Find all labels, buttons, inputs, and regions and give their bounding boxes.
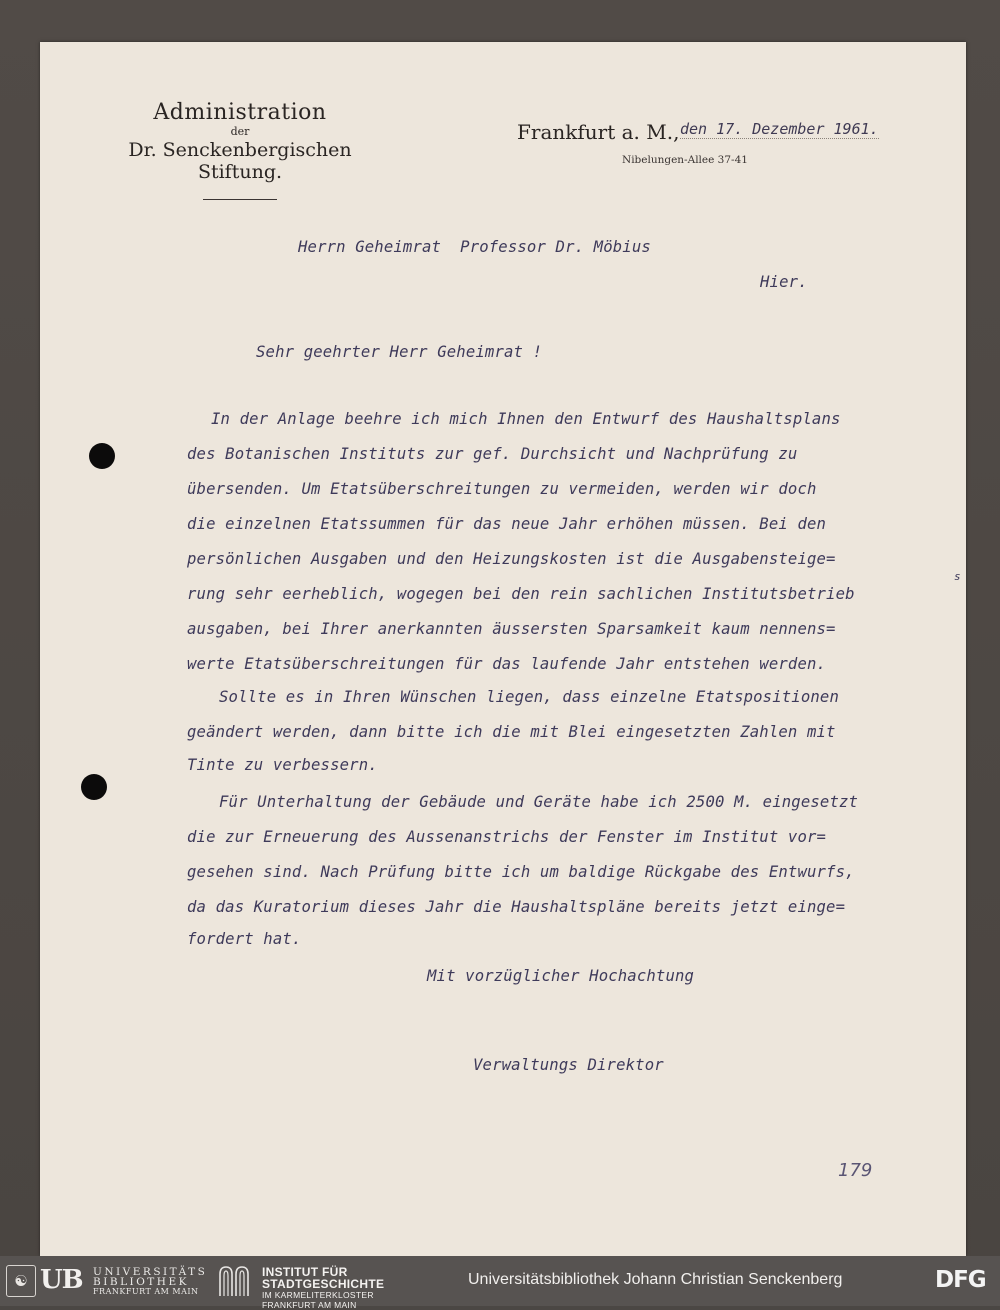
body-line: übersenden. Um Etatsüberschreitungen zu vermeiden, werden wir doch bbox=[187, 480, 817, 498]
body-line: Für Unterhaltung der Gebäude und Geräte habe ich 2500 M. eingesetzt bbox=[219, 793, 859, 811]
isg-line-4: FRANKFURT AM MAIN bbox=[262, 1300, 357, 1310]
isg-logo-icon[interactable] bbox=[216, 1264, 252, 1298]
body-line: In der Anlage beehre ich mich Ihnen den Entwurf des Haushaltsplans bbox=[211, 410, 841, 428]
body-line: persönlichen Ausgaben und den Heizungskosten ist die Ausgabensteige= bbox=[187, 550, 836, 568]
dfg-logo[interactable]: DFG bbox=[935, 1267, 986, 1293]
isg-line-1: INSTITUT FÜR bbox=[262, 1265, 348, 1279]
body-line: gesehen sind. Nach Prüfung bitte ich um baldige Rückgabe des Entwurfs, bbox=[187, 863, 855, 881]
ub-name[interactable] bbox=[93, 1267, 207, 1297]
body-line: Tinte zu verbessern. bbox=[187, 756, 378, 774]
closing: Mit vorzüglicher Hochachtung bbox=[427, 967, 695, 985]
body-line: da das Kuratorium dieses Jahr die Haushaltspläne bereits jetzt einge= bbox=[187, 898, 846, 916]
isg-name[interactable] bbox=[262, 1266, 384, 1310]
body-line: werte Etatsüberschreitungen für das laufende Jahr entstehen werden. bbox=[187, 655, 827, 673]
letterhead-place: Frankfurt a. M., bbox=[517, 120, 680, 144]
letterhead-address: Nibelungen-Allee 37-41 bbox=[622, 154, 748, 166]
ub-line-1: UNIVERSITÄTS bbox=[93, 1266, 208, 1278]
letterhead-institution: Dr. Senckenbergischen Stiftung. bbox=[128, 139, 352, 183]
body-line: die einzelnen Etatssummen für das neue Jahr erhöhen müssen. Bei den bbox=[187, 515, 827, 533]
handwritten-page-number: 179 bbox=[838, 1160, 873, 1181]
body-line: die zur Erneuerung des Aussenanstrichs der Fenster im Institut vor= bbox=[187, 828, 827, 846]
letter-date: den 17. Dezember 1961. bbox=[680, 120, 879, 138]
letterhead bbox=[90, 100, 390, 200]
body-line: fordert hat. bbox=[187, 930, 302, 948]
body-line: Sollte es in Ihren Wünschen liegen, dass einzelne Etatspositionen bbox=[219, 688, 839, 706]
punch-hole-bottom bbox=[81, 774, 107, 800]
body-line: ausgaben, bei Ihrer anerkannten äussersten Sparsamkeit kaum nennens= bbox=[187, 620, 836, 638]
ub-logo-text[interactable]: UB bbox=[40, 1265, 83, 1295]
library-name[interactable]: Universitätsbibliothek Johann Christian Senckenberg bbox=[468, 1271, 843, 1288]
body-line: des Botanischen Instituts zur gef. Durchsicht und Nachprüfung zu bbox=[187, 445, 798, 463]
recipient-location: Hier. bbox=[760, 273, 808, 291]
punch-hole-top bbox=[89, 443, 115, 469]
recipient: Herrn Geheimrat Professor Dr. Möbius bbox=[298, 238, 651, 256]
letterhead-title: Administration bbox=[153, 100, 327, 125]
salutation: Sehr geehrter Herr Geheimrat ! bbox=[256, 343, 543, 361]
letterhead-der: der bbox=[230, 125, 250, 138]
footer-bar bbox=[0, 1256, 1000, 1310]
signature-title: Verwaltungs Direktor bbox=[473, 1056, 664, 1074]
margin-mark: s bbox=[954, 570, 961, 583]
body-line: rung sehr eerheblich, wogegen bei den rein sachlichen Institutsbetrieb bbox=[187, 585, 855, 603]
isg-line-3: IM KARMELITERKLOSTER bbox=[262, 1290, 374, 1300]
letterhead-divider bbox=[203, 199, 277, 200]
ub-seal-icon[interactable]: ☯ bbox=[6, 1265, 36, 1297]
ub-line-2: BIBLIOTHEK bbox=[93, 1276, 189, 1288]
isg-line-2: STADTGESCHICHTE bbox=[262, 1277, 385, 1291]
letter-page bbox=[40, 42, 966, 1256]
body-line: geändert werden, dann bitte ich die mit Blei eingesetzten Zahlen mit bbox=[187, 723, 836, 741]
ub-line-3: FRANKFURT AM MAIN bbox=[93, 1287, 199, 1296]
